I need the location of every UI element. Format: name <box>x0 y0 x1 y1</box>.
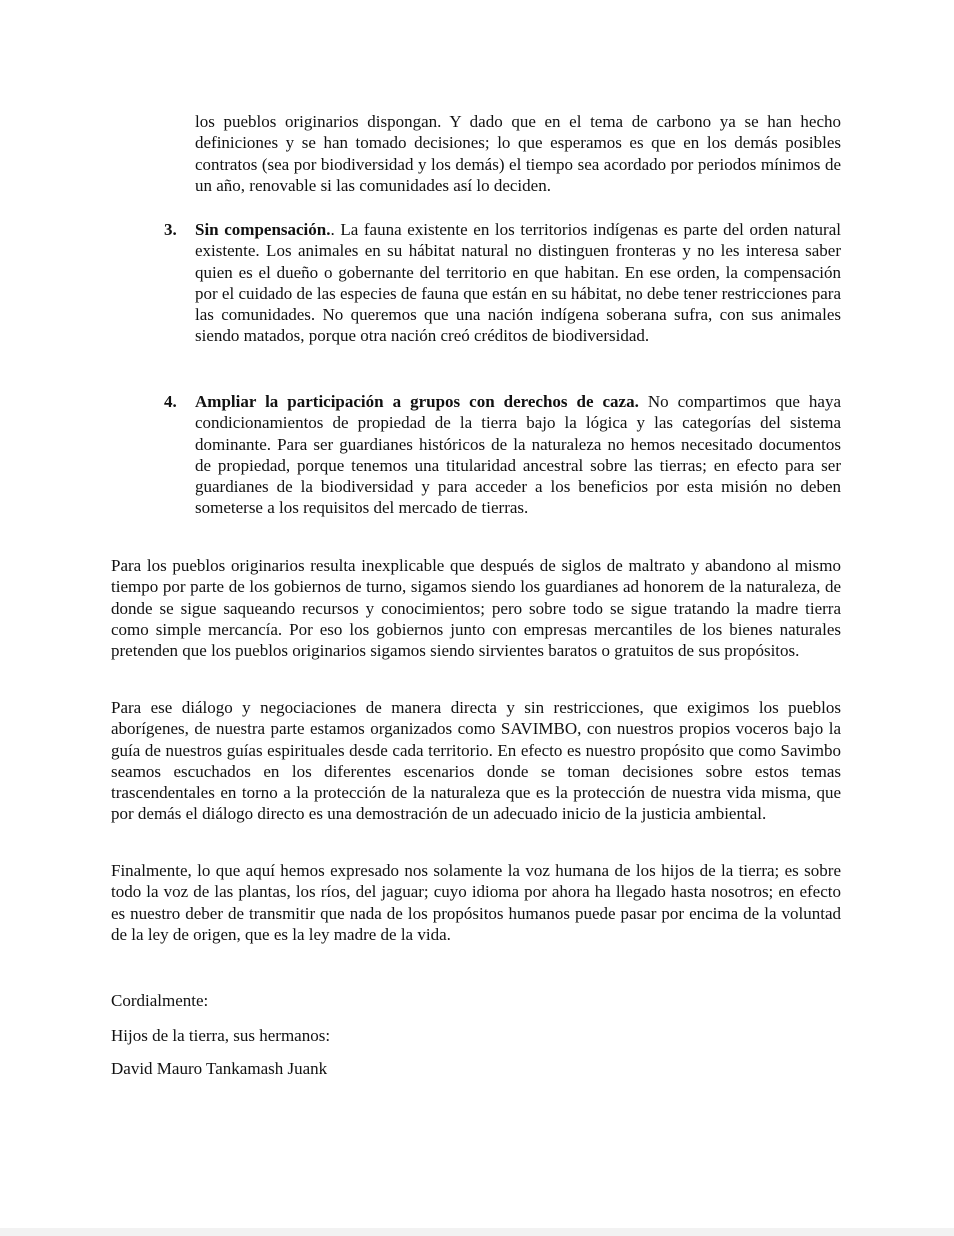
body-paragraph: Para los pueblos originarios resulta inexplicable que después de siglos de maltrato y abandono al mismo tiempo por parte de los gobiernos de turno, sigamos siendo los guardianes ad honorem de la naturaleza, de donde se sigue saqueando recursos y conocimientos; pero sobre todo se sigue tratando la madre tierra como simple mercancía. Por eso los gobiernos junto con empresas mercantiles de los bienes naturales pretenden que los pueblos originarios sigamos siendo sirvientes baratos o gratuitos de sus propósitos. <box>111 556 841 661</box>
numbered-list <box>164 219 841 347</box>
list-item-number: 4. <box>164 392 177 411</box>
closing-salutation: Cordialmente: <box>111 991 209 1010</box>
list-item-number: 3. <box>164 220 177 239</box>
signoff-line: Hijos de la tierra, sus hermanos: <box>111 1026 331 1045</box>
list-item-text: No compartimos que haya condicionamientos de propiedad de la tierra bajo la lógica y las categorías del sistema dominante. Para ser guardianes históricos de la naturaleza no hemos necesitado documentos de propiedad, porque tenemos una titularidad ancestral sobre las tierras; en efecto para ser guardianes de la biodiversidad y para acceder a los beneficios por esta misión no deben someterse a los requisitos del mercado de tierras. <box>195 392 841 518</box>
body-paragraph: Finalmente, lo que aquí hemos expresado nos solamente la voz humana de los hijos de la tierra; es sobre todo la voz de las plantas, los ríos, del jaguar; cuyo idioma por ahora ha llegado hasta nosotros; en efecto es nuestro deber de transmitir que nada de los propósitos humanos puede pasar por encima de la voluntad de la ley de origen, que es la ley madre de la vida. <box>111 861 841 944</box>
list-item-paragraph <box>195 219 841 347</box>
continuation-paragraph: los pueblos originarios dispongan. Y dado que en el tema de carbono ya se han hecho definiciones y se han tomado decisiones; lo que esperamos es que en los demás posibles contratos (sea por biodiversidad y los demás) el tiempo sea acordado por periodos mínimos de un año, renovable si las comunidades así lo deciden. <box>195 112 841 195</box>
page-bottom-edge <box>0 1228 954 1236</box>
list-item-text: . La fauna existente en los territorios indígenas es parte del orden natural existente. Los animales en su hábitat natural no distinguen fronteras y no les interesa saber quien es el dueño o gobernante del territorio en que habitan. En ese orden, la compensación por el cuidado de las especies de fauna que están en su hábitat, no debe tener restricciones para las comunidades. No queremos que una nación indígena soberana sufra, con sus animales siendo matados, porque otra nación creó créditos de biodiversidad. <box>195 220 841 346</box>
numbered-list <box>164 391 841 519</box>
list-item <box>164 391 841 519</box>
list-item-paragraph <box>195 391 841 519</box>
list-item-title: Sin compensación. <box>195 220 331 239</box>
body-paragraph: Para ese diálogo y negociaciones de manera directa y sin restricciones, que exigimos los pueblos aborígenes, de nuestra parte estamos organizados como SAVIMBO, con nuestros propios voceros bajo la guía de nuestros guías espirituales desde cada territorio. En efecto es nuestro propósito que como Savimbo seamos escuchados en los diferentes escenarios donde se toman decisiones sobre estos temas trascendentales en torno a la protección de la naturaleza que es la protección de nuestra vida misma, que por demás el diálogo directo es una demostración de un adecuado inicio de la justicia ambiental. <box>111 698 841 824</box>
list-item <box>164 219 841 347</box>
signature-name: David Mauro Tankamash Juank <box>111 1059 328 1078</box>
list-item-title: Ampliar la participación a grupos con derechos de caza. <box>195 392 639 411</box>
